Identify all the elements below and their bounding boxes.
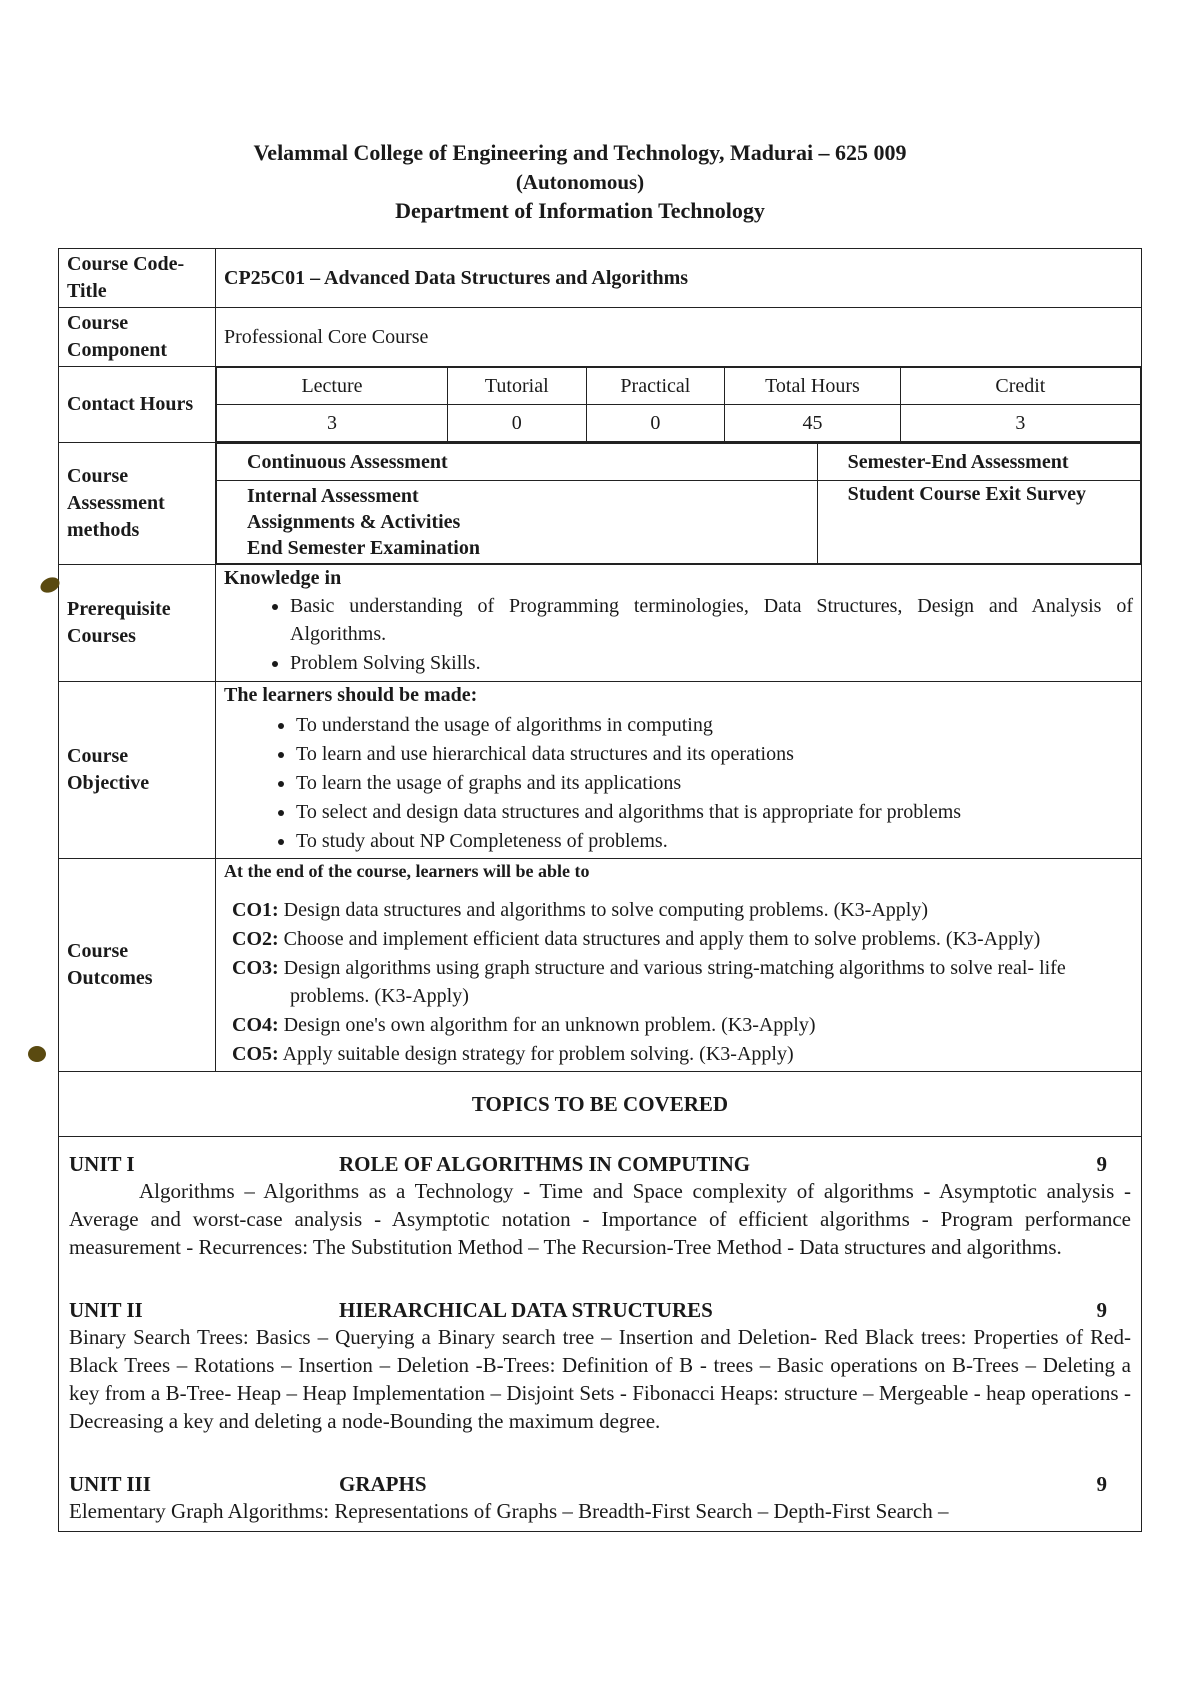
unit-hours: 9 xyxy=(1096,1298,1107,1322)
outcome-code: CO4: xyxy=(232,1014,279,1036)
unit-title: HIERARCHICAL DATA STRUCTURES xyxy=(339,1298,713,1322)
row-course-outcomes xyxy=(59,859,1142,1072)
outcome-code: CO5: xyxy=(232,1043,279,1065)
continuous-assessment-heading: Continuous Assessment xyxy=(217,444,818,481)
list-item: • To learn the usage of graphs and its applications xyxy=(296,769,1133,798)
outcome-code: CO1: xyxy=(232,899,279,921)
list-item: • To select and design data structures and algorithms that is appropriate for problems xyxy=(296,798,1133,827)
unit-hours: 9 xyxy=(1096,1152,1107,1176)
topics-heading: TOPICS TO BE COVERED xyxy=(59,1072,1142,1137)
department-name: Department of Information Technology xyxy=(395,198,765,223)
course-code-title-label: Course Code-Title xyxy=(59,249,216,308)
unit-content: Binary Search Trees: Basics – Querying a Binary search tree – Insertion and Deletion- Red Black trees: Properties of Red-Black Trees – Rotations – Insertion – Deletion -B-Trees: Definition of B - trees – Basic operations on B-Trees – Deleting a key from a B-Tree- Heap – Heap Implementation – Disjoint Sets - Fibonacci Heaps: structure – Mergeable - heap operations - Decreasing a key and deleting a node-Bounding the maximum degree. xyxy=(69,1325,1131,1433)
unit-title: ROLE OF ALGORITHMS IN COMPUTING xyxy=(339,1152,751,1176)
college-name: Velammal College of Engineering and Technology, Madurai – 625 009 xyxy=(253,140,907,165)
unit-1 xyxy=(65,1141,1135,1261)
outcome-item xyxy=(224,896,1133,924)
course-component-value: Professional Core Course xyxy=(216,308,1142,367)
assessment-item: Assignments & Activities xyxy=(247,511,461,533)
semester-end-list xyxy=(817,481,1140,564)
hours-header-tutorial: Tutorial xyxy=(448,368,587,405)
course-details-table xyxy=(58,248,1142,1532)
document-header xyxy=(0,138,1160,226)
row-course-code-title xyxy=(59,249,1142,308)
objective-label: Course Objective xyxy=(59,682,216,859)
course-code-title-value: CP25C01 – Advanced Data Structures and Algorithms xyxy=(216,249,1142,308)
hours-value-practical: 0 xyxy=(586,405,725,442)
row-units xyxy=(59,1137,1142,1532)
row-prerequisite xyxy=(59,565,1142,682)
outcome-text: Design algorithms using graph structure and various string-matching algorithms to solve real- life problems. (K3-Apply) xyxy=(283,957,1066,1007)
outcome-text: Choose and implement efficient data structures and apply them to solve problems. (K3-Apply) xyxy=(283,928,1041,950)
objective-list xyxy=(224,711,1133,856)
row-course-objective xyxy=(59,682,1142,859)
unit-number: UNIT II xyxy=(69,1298,143,1322)
list-item: • To learn and use hierarchical data structures and its operations xyxy=(296,740,1133,769)
hours-value-total: 45 xyxy=(725,405,901,442)
unit-hours: 9 xyxy=(1096,1472,1107,1496)
unit-content: Algorithms – Algorithms as a Technology - Time and Space complexity of algorithms - Asymptotic analysis - Average and worst-case analysis - Asymptotic notation - Importance of efficient algorithms - Program performance measurement - Recurrences: The Substitution Method – The Recursion-Tree Method - Data structures and algorithms. xyxy=(69,1179,1131,1259)
course-component-label: Course Component xyxy=(59,308,216,367)
unit-2 xyxy=(65,1287,1135,1435)
unit-number: UNIT III xyxy=(69,1472,151,1496)
row-topics-heading xyxy=(59,1072,1142,1137)
hours-header-total: Total Hours xyxy=(725,368,901,405)
prerequisite-intro: Knowledge in xyxy=(224,567,342,589)
outcome-text: Design data structures and algorithms to solve computing problems. (K3-Apply) xyxy=(283,899,928,921)
unit-3 xyxy=(65,1461,1135,1525)
contact-hours-table xyxy=(216,367,1141,442)
unit-title: GRAPHS xyxy=(339,1472,427,1496)
hours-value-lecture: 3 xyxy=(217,405,448,442)
prerequisite-list xyxy=(224,592,1133,677)
outcome-item xyxy=(224,954,1133,1010)
outcome-item xyxy=(224,1011,1133,1039)
outcome-item xyxy=(224,925,1133,953)
unit-content: Elementary Graph Algorithms: Representations of Graphs – Breadth-First Search – Depth-First Search – xyxy=(69,1499,949,1523)
assessment-label: Course Assessment methods xyxy=(59,443,216,565)
hours-header-lecture: Lecture xyxy=(217,368,448,405)
punch-hole-mark xyxy=(28,1046,46,1062)
outcomes-label: Course Outcomes xyxy=(59,859,216,1072)
prerequisite-label: Prerequisite Courses xyxy=(59,565,216,682)
semester-end-heading: Semester-End Assessment xyxy=(817,444,1140,481)
outcomes-intro: At the end of the course, learners will be able to xyxy=(224,861,590,881)
row-assessment-methods xyxy=(59,443,1142,565)
row-course-component xyxy=(59,308,1142,367)
assessment-item: Student Course Exit Survey xyxy=(847,483,1086,505)
unit-number: UNIT I xyxy=(69,1152,135,1176)
outcome-item xyxy=(224,1040,1133,1068)
continuous-assessment-list xyxy=(217,481,818,564)
hours-value-tutorial: 0 xyxy=(448,405,587,442)
list-item: • To understand the usage of algorithms in computing xyxy=(296,711,1133,740)
hours-header-practical: Practical xyxy=(586,368,725,405)
list-item: • Basic understanding of Programming terminologies, Data Structures, Design and Analysis of Algorithms. xyxy=(290,592,1133,648)
hours-value-credit: 3 xyxy=(900,405,1140,442)
outcome-text: Design one's own algorithm for an unknown problem. (K3-Apply) xyxy=(283,1014,816,1036)
autonomous-status: (Autonomous) xyxy=(515,170,645,194)
assessment-item: End Semester Examination xyxy=(247,537,480,559)
hours-header-credit: Credit xyxy=(900,368,1140,405)
outcome-code: CO3: xyxy=(232,957,279,979)
list-item: • Problem Solving Skills. xyxy=(290,649,1133,677)
objective-intro: The learners should be made: xyxy=(224,684,478,706)
outcome-text: Apply suitable design strategy for problem solving. (K3-Apply) xyxy=(282,1043,794,1065)
list-item: • To study about NP Completeness of problems. xyxy=(296,827,1133,856)
assessment-table xyxy=(216,443,1141,564)
outcome-code: CO2: xyxy=(232,928,279,950)
assessment-item: Internal Assessment xyxy=(247,485,419,507)
contact-hours-label: Contact Hours xyxy=(59,367,216,443)
row-contact-hours xyxy=(59,367,1142,443)
